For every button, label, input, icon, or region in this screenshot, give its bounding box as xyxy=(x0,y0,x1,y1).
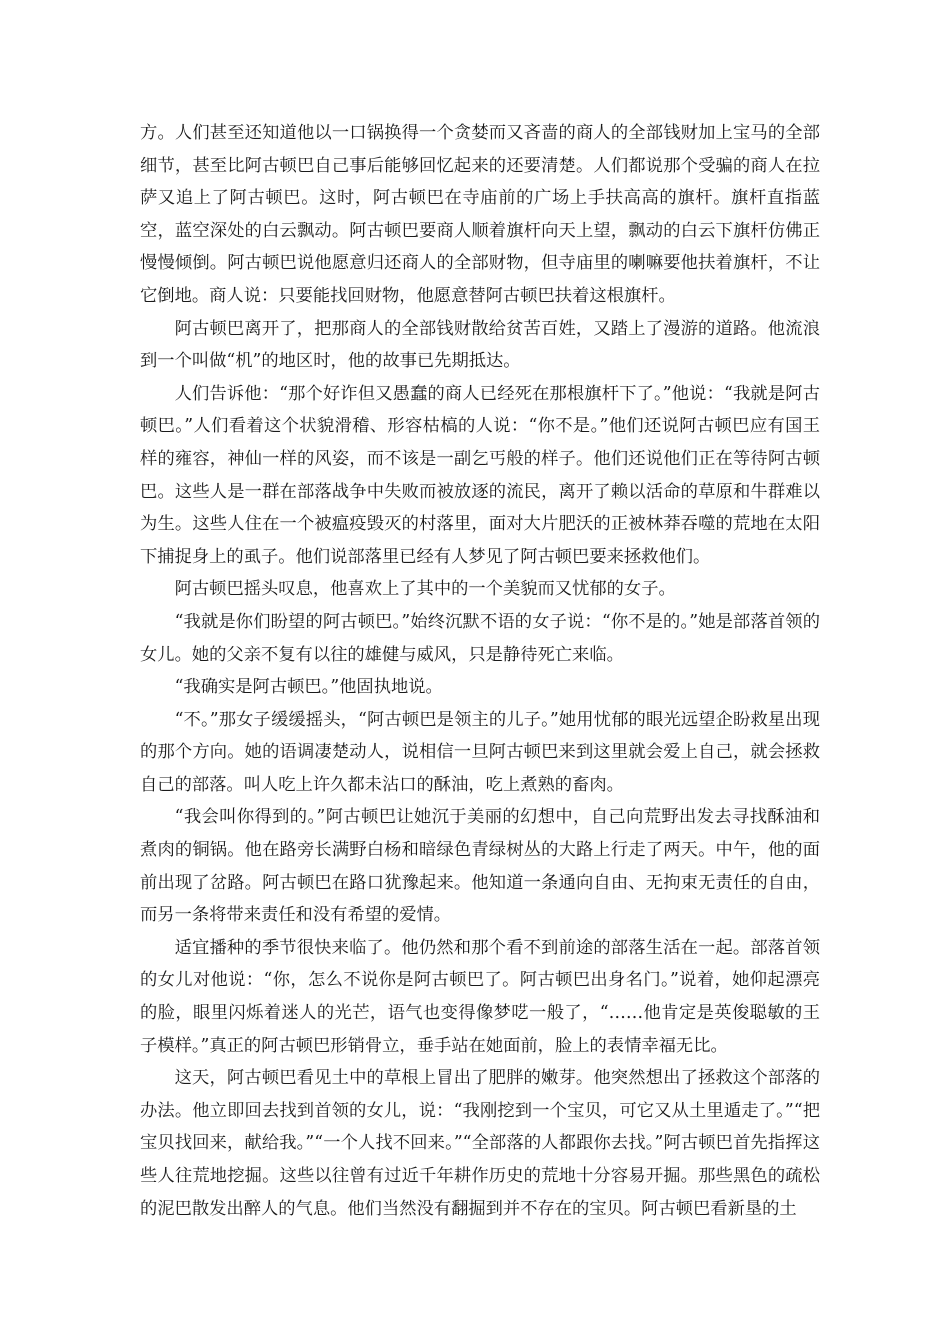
paragraph-10: 这天，阿古顿巴看见土中的草根上冒出了肥胖的嫩芽。他突然想出了拯救这个部落的办法。他立即回去找到首领的女儿，说：“我刚挖到一个宝贝，可它又从土里遁走了。”“把宝贝找回来，献给我。”“一个人找不回来。”“全部落的人都跟你去找。”阿古顿巴首先指挥这些人往荒地挖掘。这些以往曾有过近千年耕作历史的荒地十分容易开掘。那些黑色的疏松的泥巴散发出醉人的气息。他们当然没有翻掘到并不存在的宝贝。阿古顿巴看新垦的土 xyxy=(140,1068,820,1219)
paragraph-2: 阿古顿巴离开了，把那商人的全部钱财散给贫苦百姓，又踏上了漫游的道路。他流浪到一个叫做“机”的地区时，他的故事已先期抵达。 xyxy=(140,318,820,372)
paragraph-7: “不。”那女子缓缓摇头，“阿古顿巴是领主的儿子。”她用忧郁的眼光远望企盼救星出现的那个方向。她的语调凄楚动人，说相信一旦阿古顿巴来到这里就会爱上自己，就会拯救自己的部落。叫人吃上许久都未沾口的酥油，吃上煮熟的畜肉。 xyxy=(140,709,820,795)
paragraph-8: “我会叫你得到的。”阿古顿巴让她沉于美丽的幻想中，自己向荒野出发去寻找酥油和煮肉的铜锅。他在路旁长满野白杨和暗绿色青绿树丛的大路上行走了两天。中午，他的面前出现了岔路。阿古顿巴在路口犹豫起来。他知道一条通向自由、无拘束无责任的自由，而另一条将带来责任和没有希望的爱情。 xyxy=(140,807,820,926)
paragraph-5: “我就是你们盼望的阿古顿巴。”始终沉默不语的女子说：“你不是的。”她是部落首领的女儿。她的父亲不复有以往的雄健与威风，只是静待死亡来临。 xyxy=(140,611,820,665)
paragraph-1: 方。人们甚至还知道他以一口锅换得一个贪婪而又吝啬的商人的全部钱财加上宝马的全部细节，甚至比阿古顿巴自己事后能够回忆起来的还要清楚。人们都说那个受骗的商人在拉萨又追上了阿古顿巴。这时，阿古顿巴在寺庙前的广场上手扶高高的旗杆。旗杆直指蓝空，蓝空深处的白云飘动。阿古顿巴要商人顺着旗杆向天上望，飘动的白云下旗杆仿佛正慢慢倾倒。阿古顿巴说他愿意归还商人的全部财物，但寺庙里的喇嘛要他扶着旗杆，不让它倒地。商人说：只要能找回财物，他愿意替阿古顿巴扶着这根旗杆。 xyxy=(140,123,820,306)
paragraph-9: 适宜播种的季节很快来临了。他仍然和那个看不到前途的部落生活在一起。部落首领的女儿对他说：“你，怎么不说你是阿古顿巴了。阿古顿巴出身名门。”说着，她仰起漂亮的脸，眼里闪烁着迷人的光芒，语气也变得像梦呓一般了，“……他肯定是英俊聪敏的王子模样。”真正的阿古顿巴形销骨立，垂手站在她面前，脸上的表情幸福无比。 xyxy=(140,937,820,1056)
paragraph-3: 人们告诉他：“那个好诈但又愚蠢的商人已经死在那根旗杆下了。”他说：“我就是阿古顿巴。”人们看着这个状貌滑稽、形容枯槁的人说：“你不是。”他们还说阿古顿巴应有国王样的雍容，神仙一样的风姿，而不该是一副乞丐般的样子。他们还说他们正在等待阿古顿巴。这些人是一群在部落战争中失败而被放逐的流民，离开了赖以活命的草原和牛群难以为生。这些人住在一个被瘟疫毁灭的村落里，面对大片肥沃的正被林莽吞噬的荒地在太阳下捕捉身上的虱子。他们说部落里已经有人梦见了阿古顿巴要来拯救他们。 xyxy=(140,383,820,567)
paragraph-4: 阿古顿巴摇头叹息，他喜欢上了其中的一个美貌而又忧郁的女子。 xyxy=(174,579,676,600)
paragraph-6: “我确实是阿古顿巴。”他固执地说。 xyxy=(174,677,443,698)
